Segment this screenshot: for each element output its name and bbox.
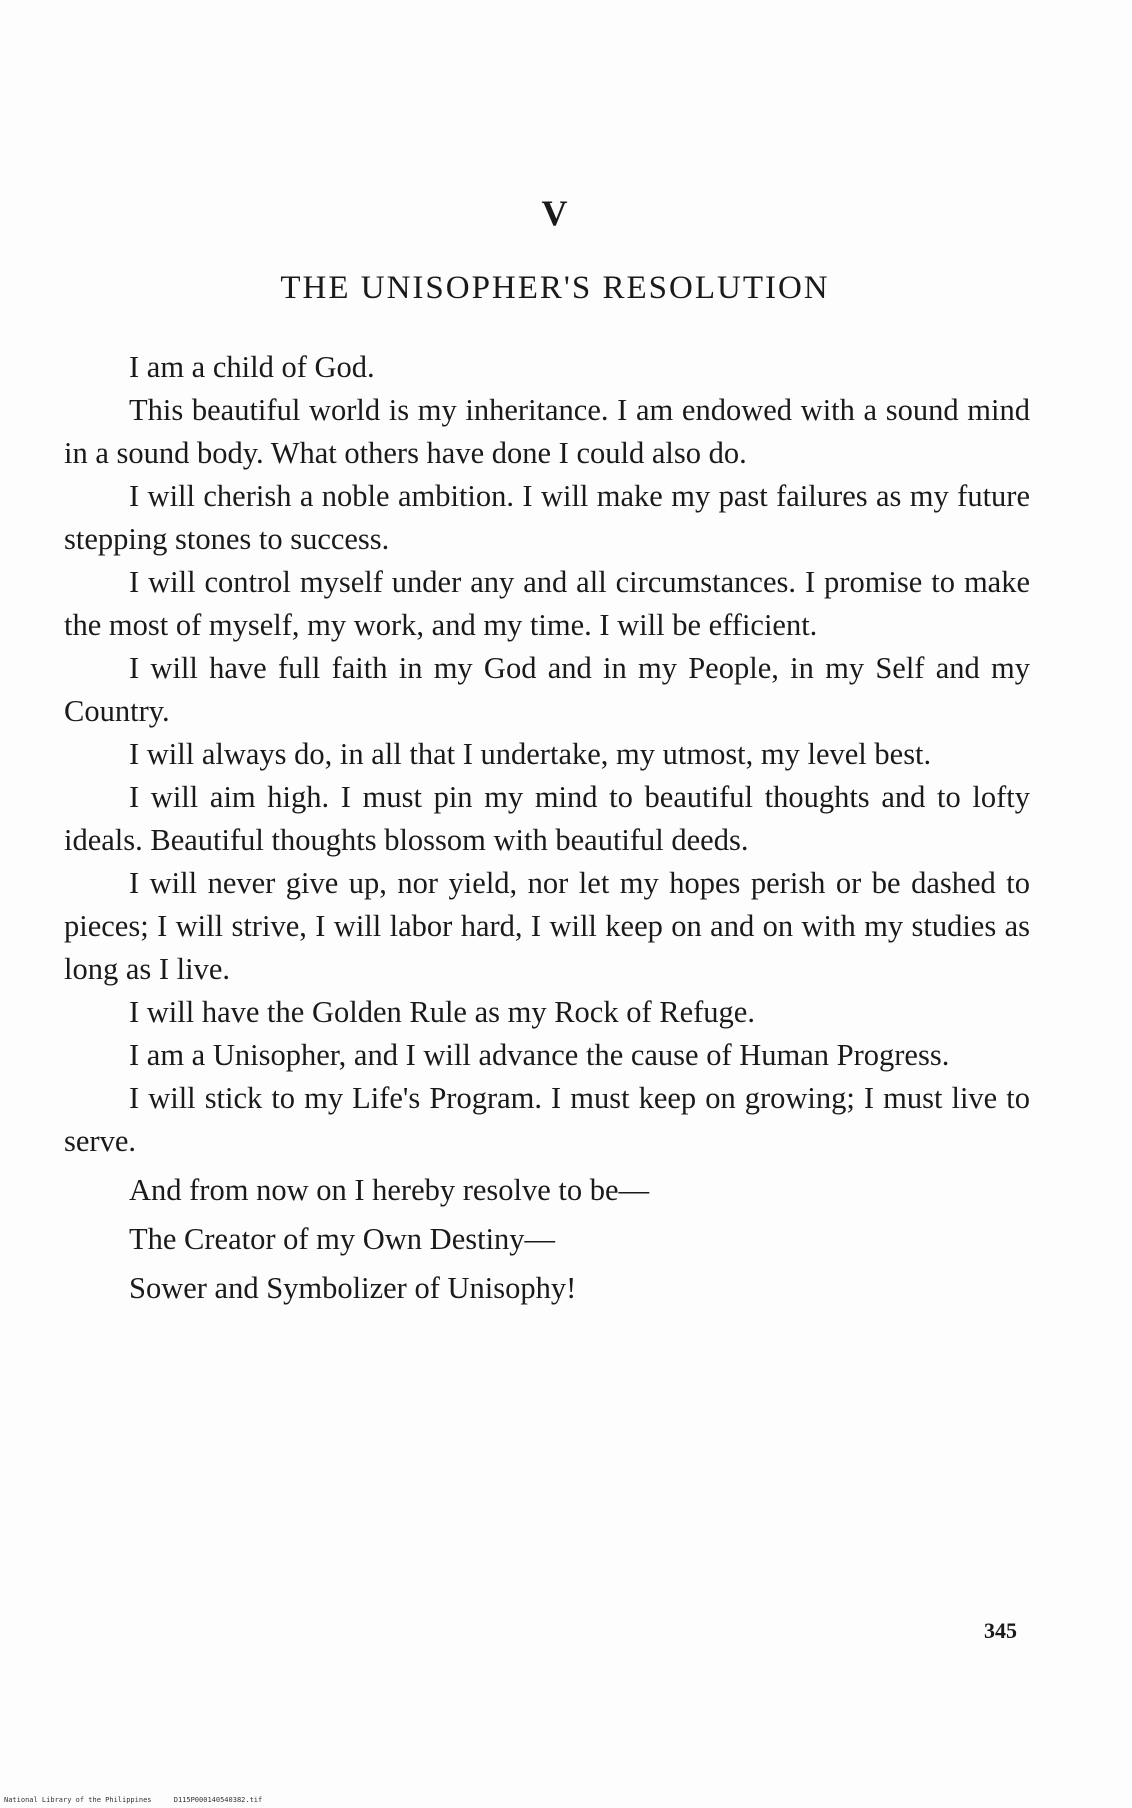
file-name: D115P000140540382.tif (173, 1796, 263, 1804)
scan-footer (4, 1796, 262, 1804)
paragraph: I will control myself under any and all circumstances. I promise to make the most of myself, my work, and my time. I will be efficient. (64, 565, 1030, 642)
library-credit: National Library of the Philippines (4, 1796, 152, 1804)
paragraph: I will have the Golden Rule as my Rock of Refuge. (129, 995, 755, 1029)
closing-line: Sower and Symbolizer of Unisophy! (129, 1271, 577, 1305)
body-text (64, 346, 1030, 1310)
paragraph: I will aim high. I must pin my mind to beautiful thoughts and to lofty ideals. Beautiful thoughts blossom with beautiful deeds. (64, 780, 1030, 857)
paragraph: I will never give up, nor yield, nor let my hopes perish or be dashed to pieces; I will strive, I will labor hard, I will keep on and on with my studies as long as I live. (64, 866, 1030, 986)
paragraph: I will stick to my Life's Program. I must keep on growing; I must live to serve. (64, 1081, 1030, 1158)
paragraph: I will cherish a noble ambition. I will make my past failures as my future stepping stones to success. (64, 479, 1030, 556)
chapter-number: V (541, 193, 569, 233)
paragraph: I will always do, in all that I undertake, my utmost, my level best. (129, 737, 932, 771)
paragraph: I will have full faith in my God and in my People, in my Self and my Country. (64, 651, 1030, 728)
page-number: 345 (984, 1618, 1017, 1643)
closing-line: The Creator of my Own Destiny— (129, 1222, 556, 1256)
closing-line: And from now on I hereby resolve to be— (129, 1173, 650, 1207)
paragraph: I am a Unisopher, and I will advance the cause of Human Progress. (129, 1038, 950, 1072)
chapter-title: THE UNISOPHER'S RESOLUTION (280, 270, 830, 306)
paragraph: I am a child of God. (129, 350, 375, 384)
paragraph: This beautiful world is my inheritance. I am endowed with a sound mind in a sound body. What others have done I could also do. (64, 393, 1030, 470)
